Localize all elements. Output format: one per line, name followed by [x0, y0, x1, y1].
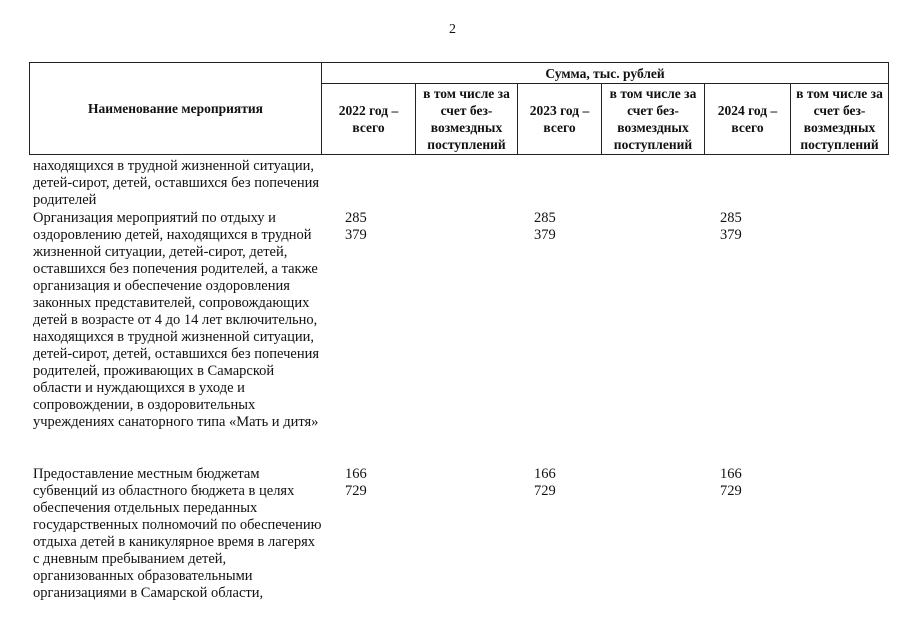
header-2022-total: 2022 год – всего	[322, 84, 416, 155]
row-name: находящихся в трудной жизненной ситуации, детей-сирот, детей, оставшихся без попечения родителей	[33, 158, 320, 208]
page-number: 2	[449, 22, 456, 37]
header-2023-incl: в том числе за счет без-возмездных поступлений	[602, 84, 705, 155]
row-value-2023: 285 379	[534, 210, 556, 243]
row-value-2024: 166 729	[720, 466, 742, 499]
row-name: Организация мероприятий по отдыху и оздоровлению детей, находящихся в трудной жизненной ситуации, детей-сирот, детей, оставшихся без попечения родителей, а также организация и обеспечение оздоровления законных представителей, сопровождающих детей в возрасте от 4 до 14 лет включительно, находящихся в трудной жизненной ситуации, детей-сирот, детей, оставшихся без попечения родителей, проживающих в Самарской области и нуждающихся в уходе и сопровождении, в оздоровительных учреждениях санаторного типа «Мать и дитя»	[33, 210, 320, 430]
header-2024-total: 2024 год – всего	[705, 84, 791, 155]
table-header	[29, 62, 889, 155]
row-value-2022: 166 729	[345, 466, 367, 499]
row-value-2023: 166 729	[534, 466, 556, 499]
row-value-2022: 285 379	[345, 210, 367, 243]
row-name: Предоставление местным бюджетам субвенций из областного бюджета в целях обеспечения отдельных переданных государственных полномочий по обеспечению отдыха детей в каникулярное время в лагерях с дневным пребыванием детей, организованных образовательными организациями в Самарской области,	[33, 466, 322, 601]
header-name-column: Наименование мероприятия	[30, 63, 322, 155]
header-2023-total: 2023 год – всего	[518, 84, 602, 155]
header-2022-incl: в том числе за счет без-возмездных поступлений	[416, 84, 518, 155]
row-value-2024: 285 379	[720, 210, 742, 243]
header-sum-label: Сумма, тыс. рублей	[322, 63, 889, 84]
header-2024-incl: в том числе за счет без-возмездных поступлений	[791, 84, 889, 155]
